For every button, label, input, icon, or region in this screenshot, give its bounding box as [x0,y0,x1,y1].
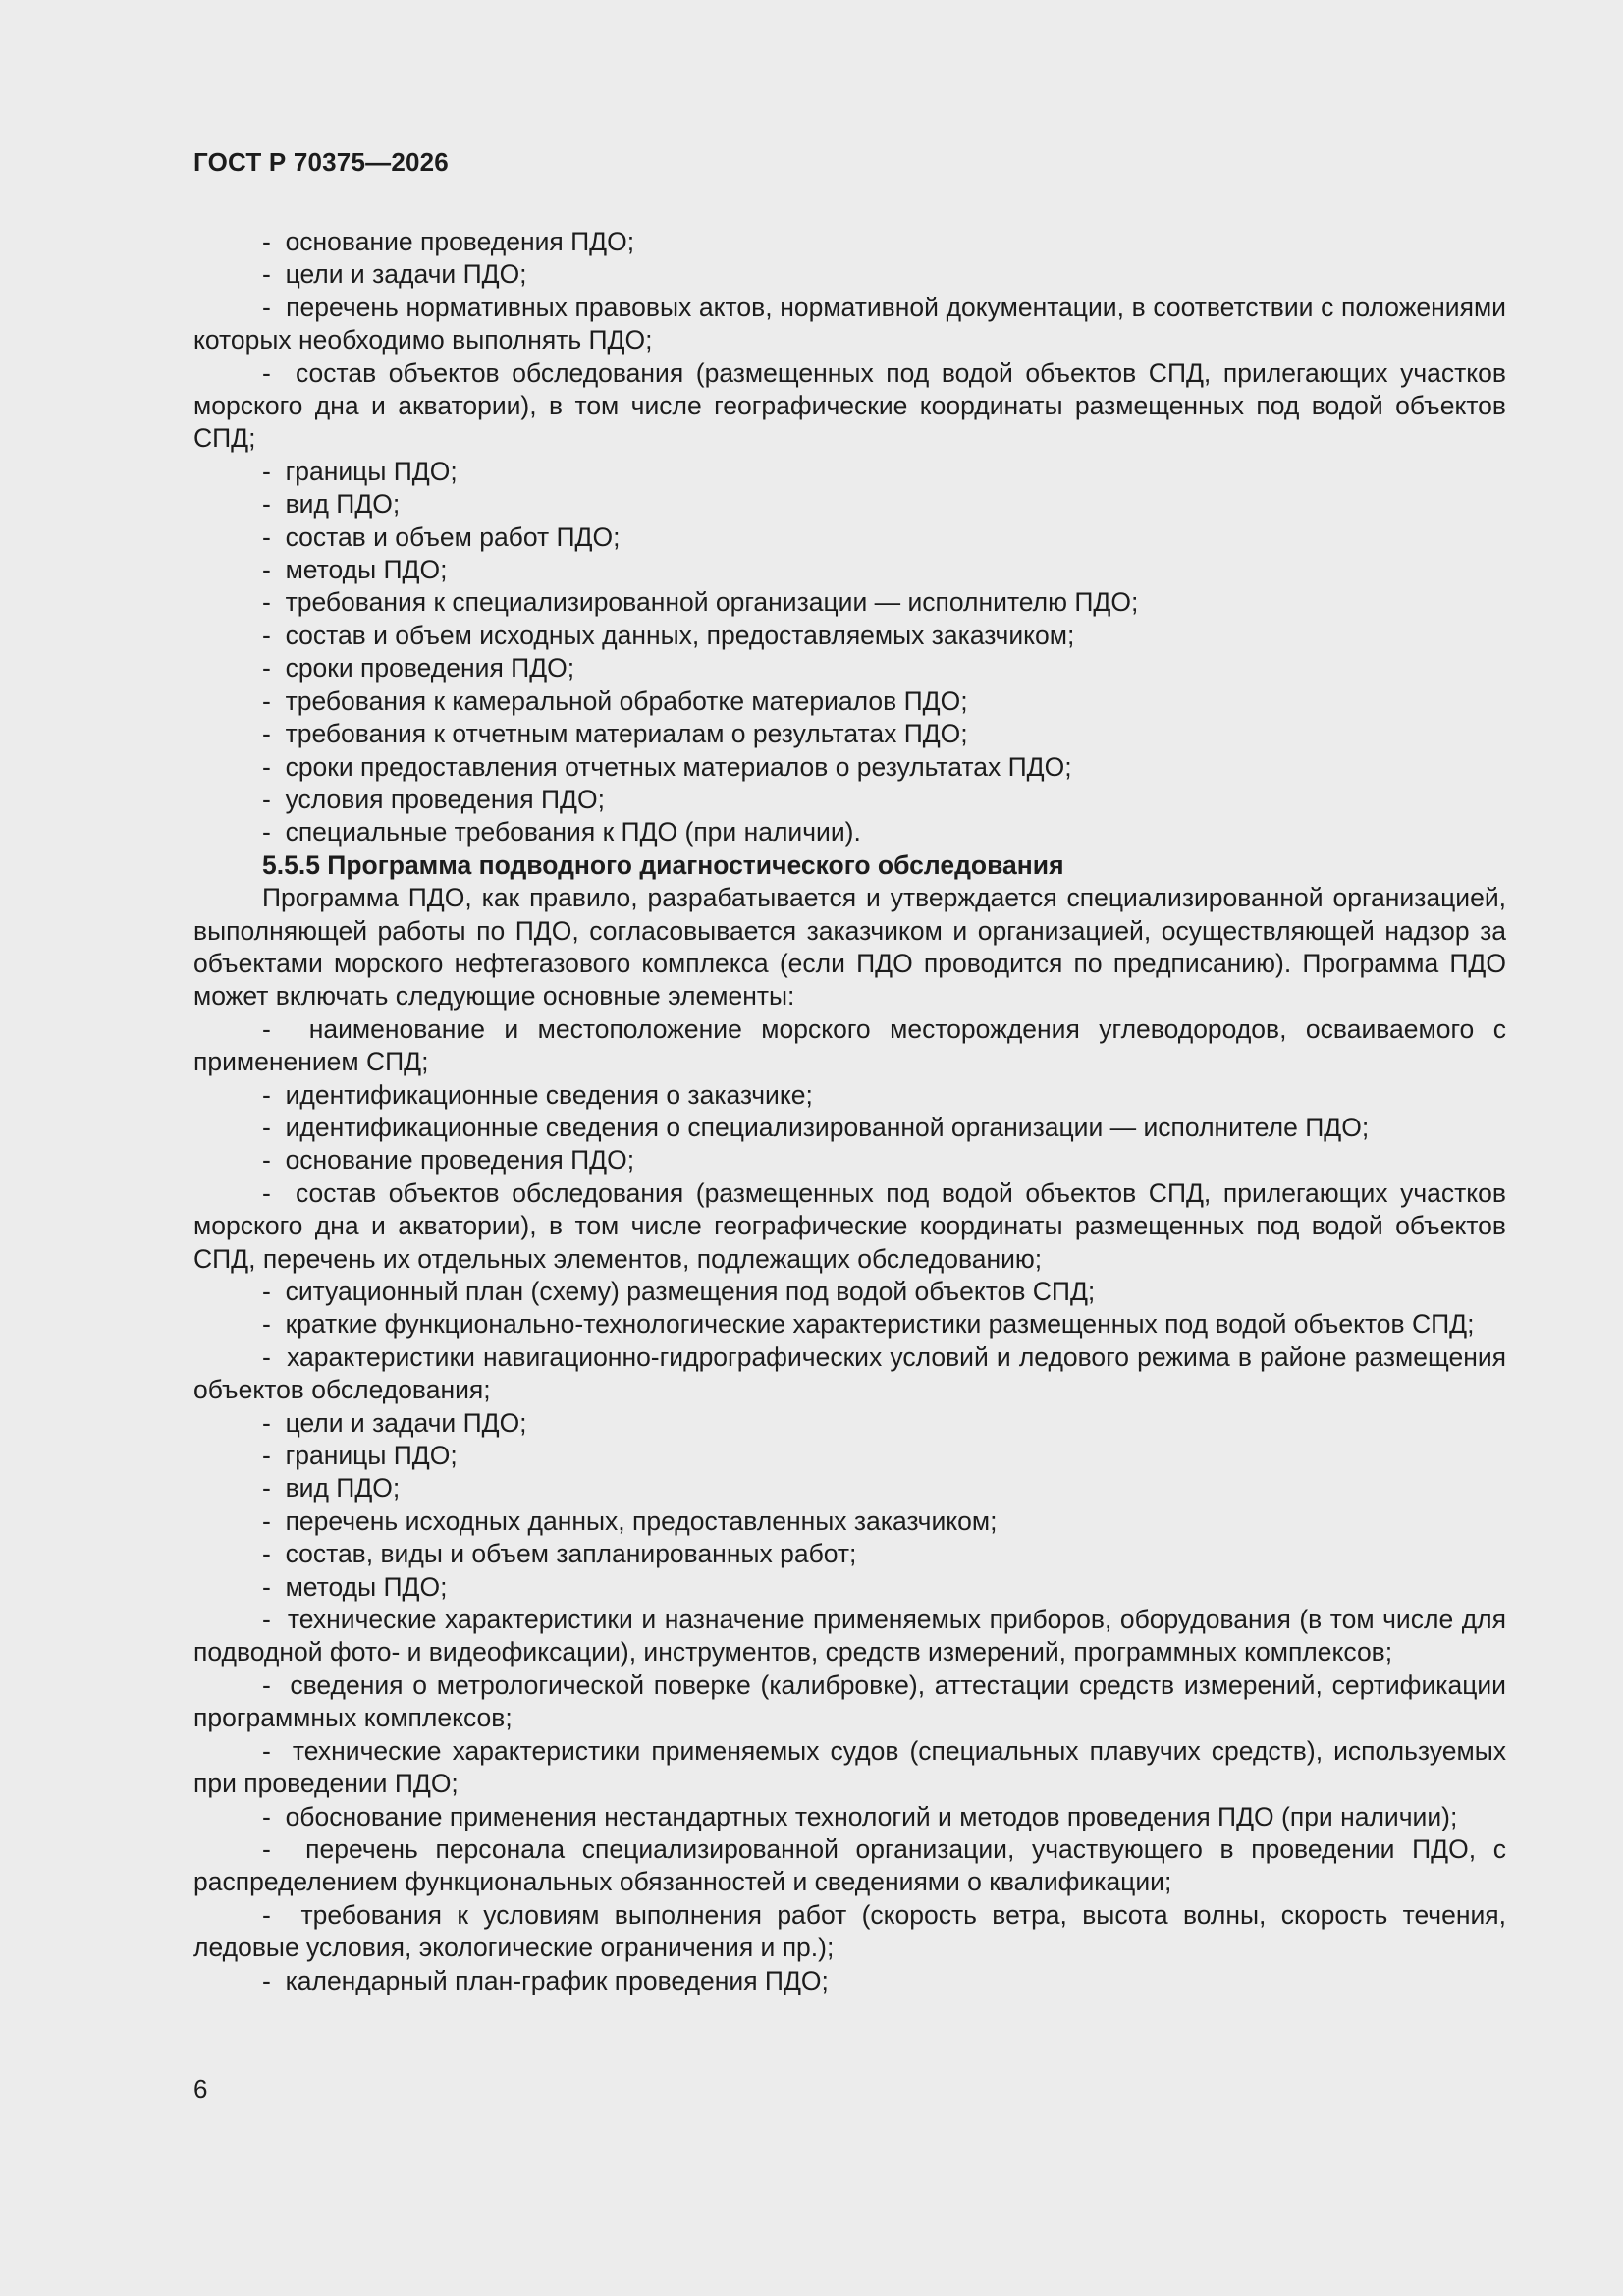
list-item: - границы ПДО; [193,456,1506,488]
list-item: - границы ПДО; [193,1440,1506,1472]
list-item: - состав, виды и объем запланированных работ; [193,1538,1506,1570]
list-item: - цели и задачи ПДО; [193,1407,1506,1440]
list-item: - состав и объем исходных данных, предоставляемых заказчиком; [193,620,1506,652]
list-item: - технические характеристики и назначение применяемых приборов, оборудования (в том числе для подводной фото- и видеофиксации), инструментов, средств измерений, программных комплексов; [193,1604,1506,1669]
section-intro-paragraph: Программа ПДО, как правило, разрабатывается и утверждается специализированной организацией, выполняющей работы по ПДО, согласовывается заказчиком и организацией, осуществляющей надзор за объектами морского нефтегазового комплекса (если ПДО проводится по предписанию). Программа ПДО может включать следующие основные элементы: [193,883,1506,1011]
list-item: - состав объектов обследования (размещенных под водой объектов СПД, прилегающих участков морского дна и акватории), в том числе географические координаты размещенных под водой объектов СПД, перечень их отдельных элементов, подлежащих обследованию; [193,1177,1506,1276]
list-item: - сроки предоставления отчетных материалов о результатах ПДО; [193,751,1506,784]
list-item: - идентификационные сведения о специализированной организации — исполнителе ПДО; [193,1112,1506,1144]
list-item: - методы ПДО; [193,1571,1506,1604]
list-item: - методы ПДО; [193,554,1506,586]
list-item: - календарный план-график проведения ПДО; [193,1965,1506,1997]
list-item: - требования к камеральной обработке материалов ПДО; [193,685,1506,718]
list-item: - сроки проведения ПДО; [193,652,1506,684]
list-item: - основание проведения ПДО; [193,226,1506,258]
document-body [193,226,1506,1997]
list-item: - требования к отчетным материалам о результатах ПДО; [193,718,1506,750]
list-item: - состав объектов обследования (размещенных под водой объектов СПД, прилегающих участков морского дна и акватории), в том числе географические координаты размещенных под водой объектов СПД; [193,357,1506,456]
list-item: - перечень персонала специализированной организации, участвующего в проведении ПДО, с распределением функциональных обязанностей и сведениями о квалификации; [193,1833,1506,1899]
list-item: - условия проведения ПДО; [193,784,1506,816]
list-item: - состав и объем работ ПДО; [193,521,1506,554]
list-item: - перечень исходных данных, предоставленных заказчиком; [193,1505,1506,1538]
list-item: - перечень нормативных правовых актов, нормативной документации, в соответствии с положениями которых необходимо выполнять ПДО; [193,292,1506,357]
list-item: - вид ПДО; [193,488,1506,520]
list-item: - сведения о метрологической поверке (калибровке), аттестации средств измерений, сертификации программных комплексов; [193,1669,1506,1735]
page-number: 6 [193,2074,208,2104]
list-item: - краткие функционально-технологические характеристики размещенных под водой объектов СПД; [193,1308,1506,1340]
section-heading: 5.5.5 Программа подводного диагностического обследования [262,849,1064,880]
list-item: - характеристики навигационно-гидрографических условий и ледового режима в районе размещения объектов обследования; [193,1341,1506,1407]
list-item: - основание проведения ПДО; [193,1144,1506,1176]
list-item: - ситуационный план (схему) размещения под водой объектов СПД; [193,1276,1506,1308]
requirements-list [193,226,1506,849]
list-item: - технические характеристики применяемых судов (специальных плавучих средств), используемых при проведении ПДО; [193,1735,1506,1801]
list-item: - требования к условиям выполнения работ (скорость ветра, высота волны, скорость течения, ледовые условия, экологические ограничения и пр.); [193,1899,1506,1965]
list-item: - требования к специализированной организации — исполнителю ПДО; [193,586,1506,619]
list-item: - идентификационные сведения о заказчике; [193,1079,1506,1112]
list-item: - обоснование применения нестандартных технологий и методов проведения ПДО (при наличии); [193,1801,1506,1833]
list-item: - специальные требования к ПДО (при наличии). [193,816,1506,848]
program-elements-list [193,1013,1506,1997]
list-item: - наименование и местоположение морского месторождения углеводородов, осваиваемого с применением СПД; [193,1013,1506,1079]
document-code-header: ГОСТ Р 70375—2026 [193,147,449,177]
list-item: - цели и задачи ПДО; [193,258,1506,291]
list-item: - вид ПДО; [193,1472,1506,1504]
